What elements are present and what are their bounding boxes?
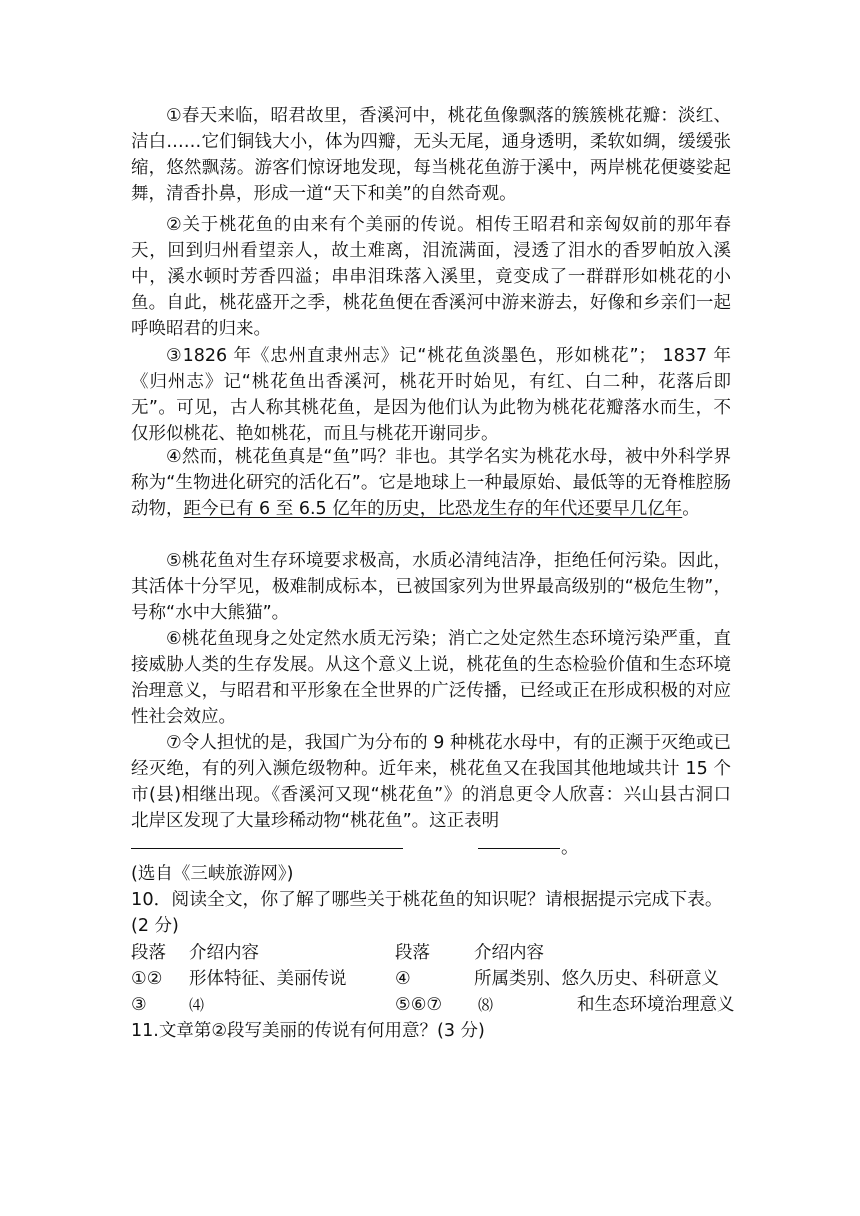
answer-blank-1[interactable] <box>131 848 403 849</box>
table-header-paragraph-1: 段落 <box>131 943 166 963</box>
question-10-score: (2 分) <box>131 916 179 936</box>
paragraph-4 <box>131 444 731 522</box>
paragraph-1: ①春天来临，昭君故里，香溪河中，桃花鱼像飘落的簇簇桃花瓣：淡红、洁白……它们铜钱大小，体为四瓣，无头无尾，通身透明，柔软如绸，缓缓张缩，悠然飘荡。游客们惊讶地发现，每当桃花鱼游于溪中，两岸桃花便婆娑起舞，清香扑鼻，形成一道“天下和美”的自然奇观。 <box>131 106 731 204</box>
paragraph-3: ③1826 年《忠州直隶州志》记“桃花鱼淡墨色，形如桃花”； 1837 年《归州志》记“桃花鱼出香溪河，桃花开时始见，有红、白二种，花落后即无”。可见，古人称其桃花鱼，是因为他们认为此物为桃花花瓣落水而生，不仅形似桃花、艳如桃花，而且与桃花开谢同步。 <box>131 346 731 444</box>
table-header-paragraph-2: 段落 <box>395 943 430 963</box>
table-header-content-1: 介绍内容 <box>189 943 259 963</box>
table-row2-blank-b[interactable]: ⑻ <box>478 996 494 1014</box>
answer-blank-2[interactable] <box>478 848 560 849</box>
table-row2-content-2: 和生态环境治理意义 <box>577 995 735 1015</box>
paragraph-5: ⑤桃花鱼对生存环境要求极高，水质必清纯洁净，拒绝任何污染。因此，其活体十分罕见，极难制成标本，已被国家列为世界最高级别的“极危生物”，号称“水中大熊猫”。 <box>131 551 731 623</box>
table-header-content-2: 介绍内容 <box>474 943 544 963</box>
table-row1-content-2: 所属类别、悠久历史、科研意义 <box>474 969 719 989</box>
paragraph-6: ⑥桃花鱼现身之处定然水质无污染；消亡之处定然生态环境污染严重，直接威胁人类的生存发展。从这个意义上说，桃花鱼的生态检验价值和生态环境治理意义，与昭君和平形象在全世界的广泛传播，已经或正在形成积极的对应性社会效应。 <box>131 629 731 727</box>
table-row2-paragraph-2: ⑤⑥⑦ <box>395 995 443 1015</box>
question-11: 11.文章第②段写美丽的传说有何用意？(3 分) <box>131 1021 485 1041</box>
table-row1-paragraph-2: ④ <box>395 969 411 989</box>
paragraph-4-text: ④然而，桃花鱼真是“鱼”吗？非也。其学名实为桃花水母，被中外科学界称为“生物进化研究的活化石”。它是地球上一种最原始、最低等的无脊椎腔肠动物， <box>131 447 731 519</box>
table-row2-paragraph: ③ <box>131 995 147 1015</box>
paragraph-2: ②关于桃花鱼的由来有个美丽的传说。相传王昭君和亲匈奴前的那年春天，回到归州看望亲人，故土难离，泪流满面，浸透了泪水的香罗帕放入溪中，溪水顿时芳香四溢；串串泪珠落入溪里，竟变成了一群群形如桃花的小鱼。自此，桃花盛开之季，桃花鱼便在香溪河中游来游去，好像和乡亲们一起呼唤昭君的归来。 <box>131 215 731 339</box>
table-row1-paragraph: ①② <box>131 969 163 989</box>
table-row1-content: 形体特征、美丽传说 <box>189 969 347 989</box>
table-row2-blank-a[interactable]: ⑷ <box>189 996 205 1014</box>
question-10: 10．阅读全文，你了解了哪些关于桃花鱼的知识呢？请根据提示完成下表。 <box>131 889 723 910</box>
paragraph-4-end: 。 <box>682 499 700 519</box>
source-note: (选自《三峡旅游网》) <box>131 864 294 884</box>
blank-period: 。 <box>561 838 579 858</box>
paragraph-7: ⑦令人担忧的是，我国广为分布的 9 种桃花水母中，有的正濒于灭绝或已经灭绝，有的列入濒危级物种。近年来，桃花鱼又在我国其他地域共计 15 个市(县)相继出现。《香溪河又现“桃花鱼”》的消息更令人欣喜：兴山县古洞口北岸区发现了大量珍稀动物“桃花鱼”。这正表明 <box>131 733 731 831</box>
underlined-sentence: 距今已有 6 至 6.5 亿年的历史，比恐龙生存的年代还要早几亿年 <box>183 499 683 519</box>
